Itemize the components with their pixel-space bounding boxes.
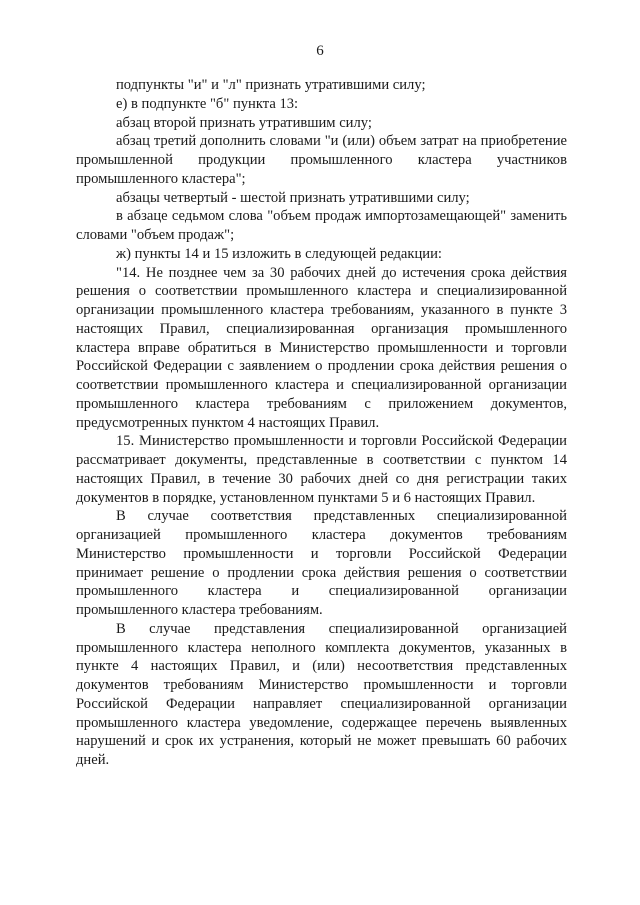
paragraph: е) в подпункте "б" пункта 13: (116, 95, 299, 112)
page-number: 6 (316, 43, 324, 59)
paragraph: в абзаце седьмом слова "объем продаж импортозамещающей" заменить словами "объем продаж"; (76, 208, 567, 243)
paragraph: абзацы четвертый - шестой признать утратившими силу; (116, 189, 470, 206)
paragraph: В случае соответствия представленных специализированной организацией промышленного кластера документов требованиям Министерство промышленности и торговли Российской Федерации принимает решение о продлении срока действия решения о соответствии промышленного кластера и специализированной организации промышленного кластера требованиям. (76, 508, 567, 618)
paragraph: ж) пункты 14 и 15 изложить в следующей редакции: (116, 245, 442, 262)
document-body (76, 76, 567, 770)
paragraph: абзац третий дополнить словами "и (или) объем затрат на приобретение промышленной продукции промышленного кластера участников промышленного кластера"; (76, 133, 567, 187)
paragraph: подпункты "и" и "л" признать утратившими силу; (116, 77, 426, 93)
paragraph: абзац второй признать утратившим силу; (116, 114, 372, 131)
paragraph: В случае представления специализированной организацией промышленного кластера неполного комплекта документов, указанных в пункте 4 настоящих Правил, и (или) несоответствия представленных документов требованиям Министерство промышленности и торговли Российской Федерации направляет специализированной организации промышленного кластера уведомление, содержащее перечень выявленных нарушений и срок их устранения, который не может превышать 60 рабочих дней. (76, 620, 567, 768)
paragraph: "14. Не позднее чем за 30 рабочих дней до истечения срока действия решения о соответствии промышленного кластера и специализированной организации промышленного кластера требованиям, указанного в пункте 3 настоящих Правил, специализированная организация промышленного кластера вправе обратиться в Министерство промышленности и торговли Российской Федерации с заявлением о продлении срока действия решения о соответствии промышленного кластера и специализированной организации промышленного кластера требованиям с приложением документов, предусмотренных пунктом 4 настоящих Правил. (76, 264, 567, 431)
paragraph: 15. Министерство промышленности и торговли Российской Федерации рассматривает документы, представленные в соответствии с пунктом 14 настоящих Правил, в течение 30 рабочих дней со дня регистрации таких документов в порядке, установленном пунктами 5 и 6 настоящих Правил. (76, 433, 567, 506)
